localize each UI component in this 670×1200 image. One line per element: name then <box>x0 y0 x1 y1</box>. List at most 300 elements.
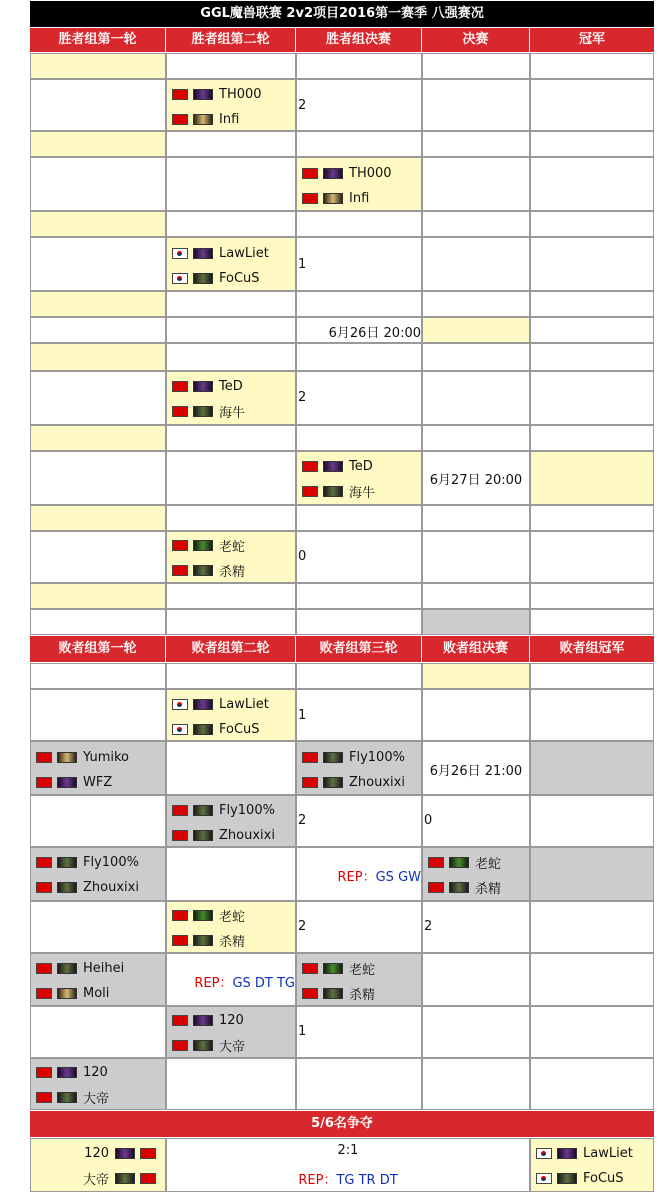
orc-race-icon <box>115 1173 135 1184</box>
grid-cell <box>166 451 296 505</box>
match-score: 2 <box>298 98 307 113</box>
winners-r2-match3 <box>166 371 296 425</box>
player-name: 杀精 <box>219 564 246 580</box>
player-row <box>423 849 501 875</box>
player-name: WFZ <box>83 774 113 790</box>
china-flag-icon <box>302 752 318 763</box>
match-score: 1 <box>298 708 307 723</box>
player-row <box>84 1140 161 1166</box>
grid-cell <box>30 211 166 237</box>
china-flag-icon <box>140 1148 156 1159</box>
match-score: 0 <box>298 549 307 564</box>
losers-header-champion: 败者组冠军 <box>530 636 654 662</box>
china-flag-icon <box>302 777 318 788</box>
winners-header-final: 决赛 <box>422 28 530 52</box>
grid-cell <box>30 343 166 371</box>
grid-cell <box>422 317 530 343</box>
grid-cell <box>530 211 654 237</box>
grid-cell <box>296 291 422 317</box>
winners-header-r1: 胜者组第一轮 <box>30 28 166 52</box>
grid-cell <box>30 79 166 131</box>
china-flag-icon <box>36 777 52 788</box>
player-name: Yumiko <box>83 749 129 765</box>
winners-header-champion: 冠军 <box>530 28 654 52</box>
placement-header: 5/6名争夺 <box>30 1111 654 1137</box>
grid-cell <box>296 583 422 609</box>
page-title: GGL魔兽联赛 2v2项目2016第一赛季 八强赛况 <box>30 1 654 27</box>
player-row <box>167 106 239 132</box>
player-name: 老蛇 <box>219 909 246 925</box>
grid-cell <box>166 343 296 371</box>
korea-flag-icon <box>172 248 188 259</box>
undead-race-icon <box>193 89 213 100</box>
grid-cell <box>422 1006 530 1058</box>
replay-maps <box>167 1169 529 1188</box>
grid-cell <box>30 131 166 157</box>
china-flag-icon <box>172 565 188 576</box>
grid-cell <box>30 505 166 531</box>
player-row <box>167 927 245 953</box>
grid-cell <box>30 609 166 635</box>
grid-cell <box>30 451 166 505</box>
placement-left-team <box>30 1138 166 1192</box>
grid-cell <box>296 795 422 847</box>
grid-cell <box>296 53 422 79</box>
player-name: Zhouxixi <box>219 827 275 843</box>
player-row <box>167 902 245 928</box>
grid-cell <box>166 583 296 609</box>
player-name: 海牛 <box>349 485 376 501</box>
losers-header-r2: 败者组第二轮 <box>166 636 296 662</box>
korea-flag-icon <box>536 1148 552 1159</box>
grid-cell <box>530 371 654 425</box>
player-row <box>31 1084 109 1110</box>
china-flag-icon <box>172 381 188 392</box>
human-race-icon <box>323 193 343 204</box>
match-score: 2 <box>424 919 433 934</box>
grid-cell <box>166 131 296 157</box>
grid-cell <box>422 371 530 425</box>
player-row <box>297 453 373 479</box>
losers-r1-match4 <box>30 1058 166 1110</box>
orc-race-icon <box>193 273 213 284</box>
grid-cell <box>530 343 654 371</box>
grid-cell <box>530 451 654 505</box>
orc-race-icon <box>57 1092 77 1103</box>
grid-cell <box>422 53 530 79</box>
player-row <box>31 769 112 795</box>
grid-cell <box>530 583 654 609</box>
player-name: 120 <box>84 1145 109 1161</box>
grid-cell <box>422 291 530 317</box>
grid-cell <box>296 317 422 343</box>
losers-header-r3: 败者组第三轮 <box>296 636 422 662</box>
player-row <box>167 532 245 558</box>
replay-maps <box>338 866 421 885</box>
player-row <box>167 822 275 848</box>
grid-cell <box>530 237 654 291</box>
losers-r2-match3 <box>166 901 296 953</box>
grid-cell <box>296 371 422 425</box>
player-row <box>297 185 369 211</box>
player-name: Infi <box>219 111 240 127</box>
player-name: 120 <box>83 1064 108 1080</box>
undead-race-icon <box>115 1148 135 1159</box>
grid-cell <box>422 131 530 157</box>
grid-cell <box>30 291 166 317</box>
grid-cell <box>530 1006 654 1058</box>
orc-race-icon <box>193 565 213 576</box>
player-row <box>31 980 109 1006</box>
orc-race-icon <box>323 777 343 788</box>
player-name: Heihei <box>83 960 125 976</box>
grid-cell <box>530 157 654 211</box>
orc-race-icon <box>57 882 77 893</box>
player-row <box>297 478 375 504</box>
player-row <box>167 1007 244 1033</box>
night-elf-race-icon <box>193 540 213 551</box>
grid-cell <box>30 795 166 847</box>
orc-race-icon <box>57 963 77 974</box>
grid-cell <box>296 425 422 451</box>
grid-cell <box>30 689 166 741</box>
grid-cell <box>166 1058 296 1110</box>
player-row <box>531 1140 633 1166</box>
winners-semi2 <box>296 451 422 505</box>
china-flag-icon <box>302 486 318 497</box>
player-row <box>167 240 269 266</box>
player-name: LawLiet <box>583 1145 633 1161</box>
orc-race-icon <box>323 988 343 999</box>
match-score: 2:1 <box>337 1143 359 1158</box>
match-score: 1 <box>298 257 307 272</box>
losers-r2-match1 <box>166 689 296 741</box>
bracket-board <box>30 0 654 1200</box>
match-score: 2 <box>298 919 307 934</box>
grid-cell <box>296 1006 422 1058</box>
grid-cell <box>296 343 422 371</box>
china-flag-icon <box>36 1067 52 1078</box>
losers-r1-match2 <box>30 847 166 901</box>
orc-race-icon <box>323 752 343 763</box>
human-race-icon <box>57 988 77 999</box>
china-flag-icon <box>172 540 188 551</box>
player-name: Fly100% <box>83 854 139 870</box>
china-flag-icon <box>302 193 318 204</box>
player-row <box>167 81 262 107</box>
match-score: 0 <box>424 813 433 828</box>
winners-header-semi: 胜者组决赛 <box>296 28 422 52</box>
player-row <box>297 160 392 186</box>
player-name: 老蛇 <box>475 856 502 872</box>
china-flag-icon <box>428 882 444 893</box>
grid-cell <box>296 609 422 635</box>
grid-cell <box>296 131 422 157</box>
china-flag-icon <box>302 963 318 974</box>
grid-cell <box>166 425 296 451</box>
china-flag-icon <box>302 988 318 999</box>
undead-race-icon <box>193 248 213 259</box>
china-flag-icon <box>172 406 188 417</box>
grid-cell <box>422 79 530 131</box>
grid-cell <box>166 847 296 901</box>
grid-cell <box>530 795 654 847</box>
losers-header-final: 败者组决赛 <box>422 636 530 662</box>
grid-cell <box>166 157 296 211</box>
player-name: Infi <box>349 190 370 206</box>
grid-cell <box>422 1058 530 1110</box>
grid-cell <box>422 795 530 847</box>
player-row <box>297 769 405 795</box>
china-flag-icon <box>36 988 52 999</box>
grid-cell <box>30 425 166 451</box>
grid-cell <box>422 953 530 1006</box>
grid-cell <box>296 79 422 131</box>
grid-cell <box>530 663 654 689</box>
grid-cell <box>530 425 654 451</box>
grid-cell <box>422 741 530 795</box>
player-name: 老蛇 <box>219 539 246 555</box>
replay-value: TG TR DT <box>336 1173 398 1188</box>
grid-cell <box>530 317 654 343</box>
winners-header-r2: 胜者组第二轮 <box>166 28 296 52</box>
china-flag-icon <box>172 830 188 841</box>
player-name: LawLiet <box>219 245 269 261</box>
player-name: TH000 <box>219 86 262 102</box>
match-time: 6月26日 21:00 <box>429 764 523 779</box>
grid-cell <box>422 583 530 609</box>
player-row <box>31 874 139 900</box>
replay-label: REP： <box>298 1173 337 1188</box>
grid-cell <box>422 237 530 291</box>
match-score: 1 <box>298 1024 307 1039</box>
replay-value: GS DT TG <box>232 976 295 991</box>
grid-cell <box>296 1058 422 1110</box>
grid-cell <box>530 609 654 635</box>
grid-cell <box>530 291 654 317</box>
orc-race-icon <box>57 857 77 868</box>
grid-cell <box>530 531 654 583</box>
grid-cell <box>422 211 530 237</box>
player-name: Zhouxixi <box>349 774 405 790</box>
player-row <box>31 744 129 770</box>
player-name: TeD <box>219 378 243 394</box>
grid-cell <box>30 531 166 583</box>
korea-flag-icon <box>172 273 188 284</box>
player-name: 大帝 <box>219 1039 246 1055</box>
china-flag-icon <box>36 857 52 868</box>
player-row <box>423 874 501 900</box>
player-name: Fly100% <box>349 749 405 765</box>
player-row <box>167 1032 245 1058</box>
losers-r1-match3 <box>30 953 166 1006</box>
match-time: 6月26日 20:00 <box>328 326 421 341</box>
korea-flag-icon <box>172 699 188 710</box>
china-flag-icon <box>428 857 444 868</box>
grid-cell <box>422 663 530 689</box>
orc-race-icon <box>449 882 469 893</box>
grid-cell <box>30 53 166 79</box>
grid-cell <box>530 505 654 531</box>
winners-r2-match1 <box>166 79 296 131</box>
undead-race-icon <box>193 1015 213 1026</box>
grid-cell <box>422 531 530 583</box>
human-race-icon <box>193 114 213 125</box>
player-name: 大帝 <box>82 1172 109 1188</box>
china-flag-icon <box>140 1173 156 1184</box>
china-flag-icon <box>36 882 52 893</box>
grid-cell <box>30 317 166 343</box>
grid-cell <box>422 901 530 953</box>
player-row <box>167 398 245 424</box>
night-elf-race-icon <box>449 857 469 868</box>
player-row <box>83 1165 161 1191</box>
china-flag-icon <box>172 114 188 125</box>
replay-label: REP： <box>337 870 376 885</box>
grid-cell <box>530 689 654 741</box>
undead-race-icon <box>193 381 213 392</box>
undead-race-icon <box>323 168 343 179</box>
china-flag-icon <box>172 1040 188 1051</box>
grid-cell <box>296 211 422 237</box>
undead-race-icon <box>323 461 343 472</box>
china-flag-icon <box>172 805 188 816</box>
grid-cell <box>530 847 654 901</box>
player-name: TH000 <box>349 165 392 181</box>
grid-cell <box>422 505 530 531</box>
china-flag-icon <box>302 461 318 472</box>
player-name: FoCuS <box>219 270 260 286</box>
player-name: FoCuS <box>583 1170 624 1186</box>
losers-header-r1: 败者组第一轮 <box>30 636 166 662</box>
player-name: Moli <box>83 985 110 1001</box>
losers-r2-match4 <box>166 1006 296 1058</box>
grid-cell <box>166 317 296 343</box>
player-name: 杀精 <box>475 881 502 897</box>
player-name: 120 <box>219 1012 244 1028</box>
player-row <box>297 980 375 1006</box>
orc-race-icon <box>323 486 343 497</box>
korea-flag-icon <box>536 1173 552 1184</box>
orc-race-icon <box>193 724 213 735</box>
grid-cell <box>30 663 166 689</box>
player-name: TeD <box>349 458 373 474</box>
player-name: FoCuS <box>219 721 260 737</box>
grid-cell <box>530 53 654 79</box>
player-name: 杀精 <box>349 987 376 1003</box>
grid-cell <box>422 451 530 505</box>
grid-cell <box>296 237 422 291</box>
player-row <box>167 265 260 291</box>
player-name: 大帝 <box>83 1091 110 1107</box>
grid-cell <box>296 901 422 953</box>
grid-cell <box>30 157 166 211</box>
grid-cell <box>422 157 530 211</box>
china-flag-icon <box>36 1092 52 1103</box>
korea-flag-icon <box>172 724 188 735</box>
night-elf-race-icon <box>193 910 213 921</box>
winners-semi1 <box>296 157 422 211</box>
replay-maps <box>194 972 295 991</box>
losers-final <box>422 847 530 901</box>
orc-race-icon <box>193 406 213 417</box>
undead-race-icon <box>557 1148 577 1159</box>
player-name: LawLiet <box>219 696 269 712</box>
grid-cell <box>530 1058 654 1110</box>
player-row <box>297 955 375 981</box>
undead-race-icon <box>57 777 77 788</box>
player-row <box>531 1165 624 1191</box>
china-flag-icon <box>172 935 188 946</box>
undead-race-icon <box>193 699 213 710</box>
china-flag-icon <box>36 963 52 974</box>
replay-value: GS GW <box>375 870 421 885</box>
grid-cell <box>166 663 296 689</box>
orc-race-icon <box>193 805 213 816</box>
grid-cell <box>30 371 166 425</box>
player-name: 海牛 <box>219 405 246 421</box>
grid-cell <box>166 291 296 317</box>
grid-cell <box>166 505 296 531</box>
replay-label: REP： <box>194 976 233 991</box>
match-time: 6月27日 20:00 <box>429 473 523 488</box>
undead-race-icon <box>57 1067 77 1078</box>
grid-cell <box>530 901 654 953</box>
grid-cell <box>530 953 654 1006</box>
match-score: 2 <box>298 813 307 828</box>
player-row <box>31 1059 108 1085</box>
losers-r1-match1 <box>30 741 166 795</box>
human-race-icon <box>57 752 77 763</box>
losers-r2-match2 <box>166 795 296 847</box>
china-flag-icon <box>302 168 318 179</box>
grid-cell <box>30 1006 166 1058</box>
grid-cell <box>166 609 296 635</box>
player-name: 老蛇 <box>349 962 376 978</box>
player-name: Fly100% <box>219 802 275 818</box>
match-score: 2 <box>298 390 307 405</box>
grid-cell <box>296 505 422 531</box>
orc-race-icon <box>193 935 213 946</box>
orc-race-icon <box>557 1173 577 1184</box>
grid-cell <box>296 663 422 689</box>
losers-r3-match2 <box>296 953 422 1006</box>
grid-cell <box>422 343 530 371</box>
player-row <box>297 744 405 770</box>
grid-cell <box>296 689 422 741</box>
orc-race-icon <box>193 1040 213 1051</box>
grid-cell <box>166 211 296 237</box>
grid-cell <box>296 847 422 901</box>
player-row <box>31 955 124 981</box>
player-row <box>167 691 269 717</box>
grid-cell <box>166 953 296 1006</box>
losers-r3-match1 <box>296 741 422 795</box>
grid-cell <box>530 131 654 157</box>
grid-cell <box>30 901 166 953</box>
grid-cell <box>422 609 530 635</box>
player-row <box>167 716 260 742</box>
china-flag-icon <box>36 752 52 763</box>
grid-cell <box>30 583 166 609</box>
placement-result <box>166 1138 530 1192</box>
grid-cell <box>30 237 166 291</box>
player-row <box>167 557 245 583</box>
winners-r2-match4 <box>166 531 296 583</box>
china-flag-icon <box>172 89 188 100</box>
placement-right-team <box>530 1138 654 1192</box>
grid-cell <box>296 531 422 583</box>
